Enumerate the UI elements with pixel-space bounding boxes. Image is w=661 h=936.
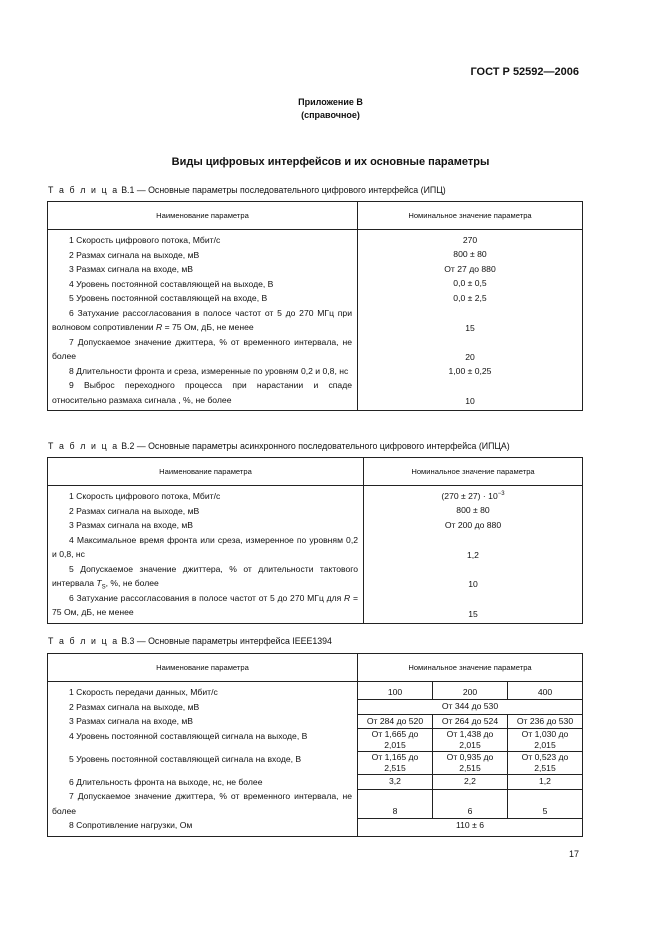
page-number: 17 bbox=[568, 849, 579, 859]
table1-header-value: Номинальное значение параметра bbox=[358, 202, 583, 230]
table-row: 2 Размах сигнала на выходе, мВ 800 ± 80 bbox=[48, 504, 583, 519]
table-row: 4 Максимальное время фронта или среза, измеренное по уровням 0,2 и 0,8, нс 1,2 bbox=[48, 533, 583, 562]
table1 bbox=[47, 201, 583, 411]
table-row: 7 Допускаемое значение джиттера, % от временного интервала, не более 20 bbox=[48, 335, 583, 364]
table-row: 9 Выброс переходного процесса при нарастании и спаде относительно размаха сигнала , %, не более 10 bbox=[48, 378, 583, 411]
appendix-title: Приложение В bbox=[298, 97, 363, 107]
table-row: 4 Уровень постоянной составляющей на выходе, В 0,0 ± 0,5 bbox=[48, 277, 583, 292]
appendix-subtitle: (справочное) bbox=[301, 110, 360, 120]
table1-caption: Т а б л и ц а В.1 — Основные параметры последовательного цифрового интерфейса (ИПЦ) bbox=[48, 185, 446, 195]
table-row: 3 Размах сигнала на входе, мВ От 27 до 880 bbox=[48, 262, 583, 277]
table-row: 8 Сопротивление нагрузки, Ом 110 ± 6 bbox=[48, 818, 583, 836]
table2-header-value: Номинальное значение параметра bbox=[364, 458, 583, 486]
table3-header-name: Наименование параметра bbox=[48, 654, 358, 682]
table-row: 3 Размах сигнала на входе, мВ От 200 до 880 bbox=[48, 518, 583, 533]
section-title: Виды цифровых интерфейсов и их основные параметры bbox=[171, 156, 490, 168]
table-row: 5 Уровень постоянной составляющей сигнала на входе, В От 1,165 до 2,515 От 0,935 до 2,515 От 0,523 до 2,515 bbox=[48, 752, 583, 775]
table-row: 1 Скорость цифрового потока, Мбит/с $(270 \pm 27) \cdot 10^{-3}$ bbox=[48, 486, 583, 504]
table-row: 3 Размах сигнала на входе, мВ От 284 до 520 От 264 до 524 От 236 до 530 bbox=[48, 714, 583, 729]
table-row: 8 Длительности фронта и среза, измеренные по уровням 0,2 и 0,8, нс 1,00 ± 0,25 bbox=[48, 364, 583, 379]
table1-header-name: Наименование параметра bbox=[48, 202, 358, 230]
table2 bbox=[47, 457, 583, 624]
table2-caption: Т а б л и ц а В.2 — Основные параметры асинхронного последовательного цифрового интерфейса (ИПЦА) bbox=[48, 441, 510, 451]
table-row: 1 Скорость цифрового потока, Мбит/с 270 bbox=[48, 230, 583, 248]
table3 bbox=[47, 653, 583, 837]
standard-number: ГОСТ Р 52592—2006 bbox=[470, 66, 579, 78]
table3-header-value: Номинальное значение параметра bbox=[358, 654, 583, 682]
table2-header-name: Наименование параметра bbox=[48, 458, 364, 486]
table-row: 6 Затухание рассогласования в полосе частот от 5 до 270 МГц при волновом сопротивлении R = 75 Ом, дБ, не менее 15 bbox=[48, 306, 583, 335]
table-row: 5 Уровень постоянной составляющей на входе, В 0,0 ± 2,5 bbox=[48, 291, 583, 306]
table-row: 2 Размах сигнала на выходе, мВ От 344 до 530 bbox=[48, 700, 583, 715]
table-row: 6 Длительность фронта на выходе, нс, не более 3,2 2,2 1,2 bbox=[48, 775, 583, 790]
table-row: 4 Уровень постоянной составляющей сигнала на выходе, В От 1,665 до 2,015 От 1,438 до 2,015 От 1,030 до 2,015 bbox=[48, 729, 583, 752]
table-row: 5 Допускаемое значение джиттера, % от длительности тактового интервала $T_S$, %, не более 10 bbox=[48, 562, 583, 591]
table-row: 6 Затухание рассогласования в полосе частот от 5 до 270 МГц для R = 75 Ом, дБ, не менее 15 bbox=[48, 591, 583, 624]
table-row: 2 Размах сигнала на выходе, мВ 800 ± 80 bbox=[48, 248, 583, 263]
table3-caption: Т а б л и ц а В.3 — Основные параметры интерфейса IEEE1394 bbox=[48, 636, 332, 646]
appendix-heading bbox=[0, 96, 661, 122]
table-row: 7 Допускаемое значение джиттера, % от временного интервала, не более 8 6 5 bbox=[48, 789, 583, 818]
table-row: 1 Скорость передачи данных, Мбит/с 100 200 400 bbox=[48, 682, 583, 700]
